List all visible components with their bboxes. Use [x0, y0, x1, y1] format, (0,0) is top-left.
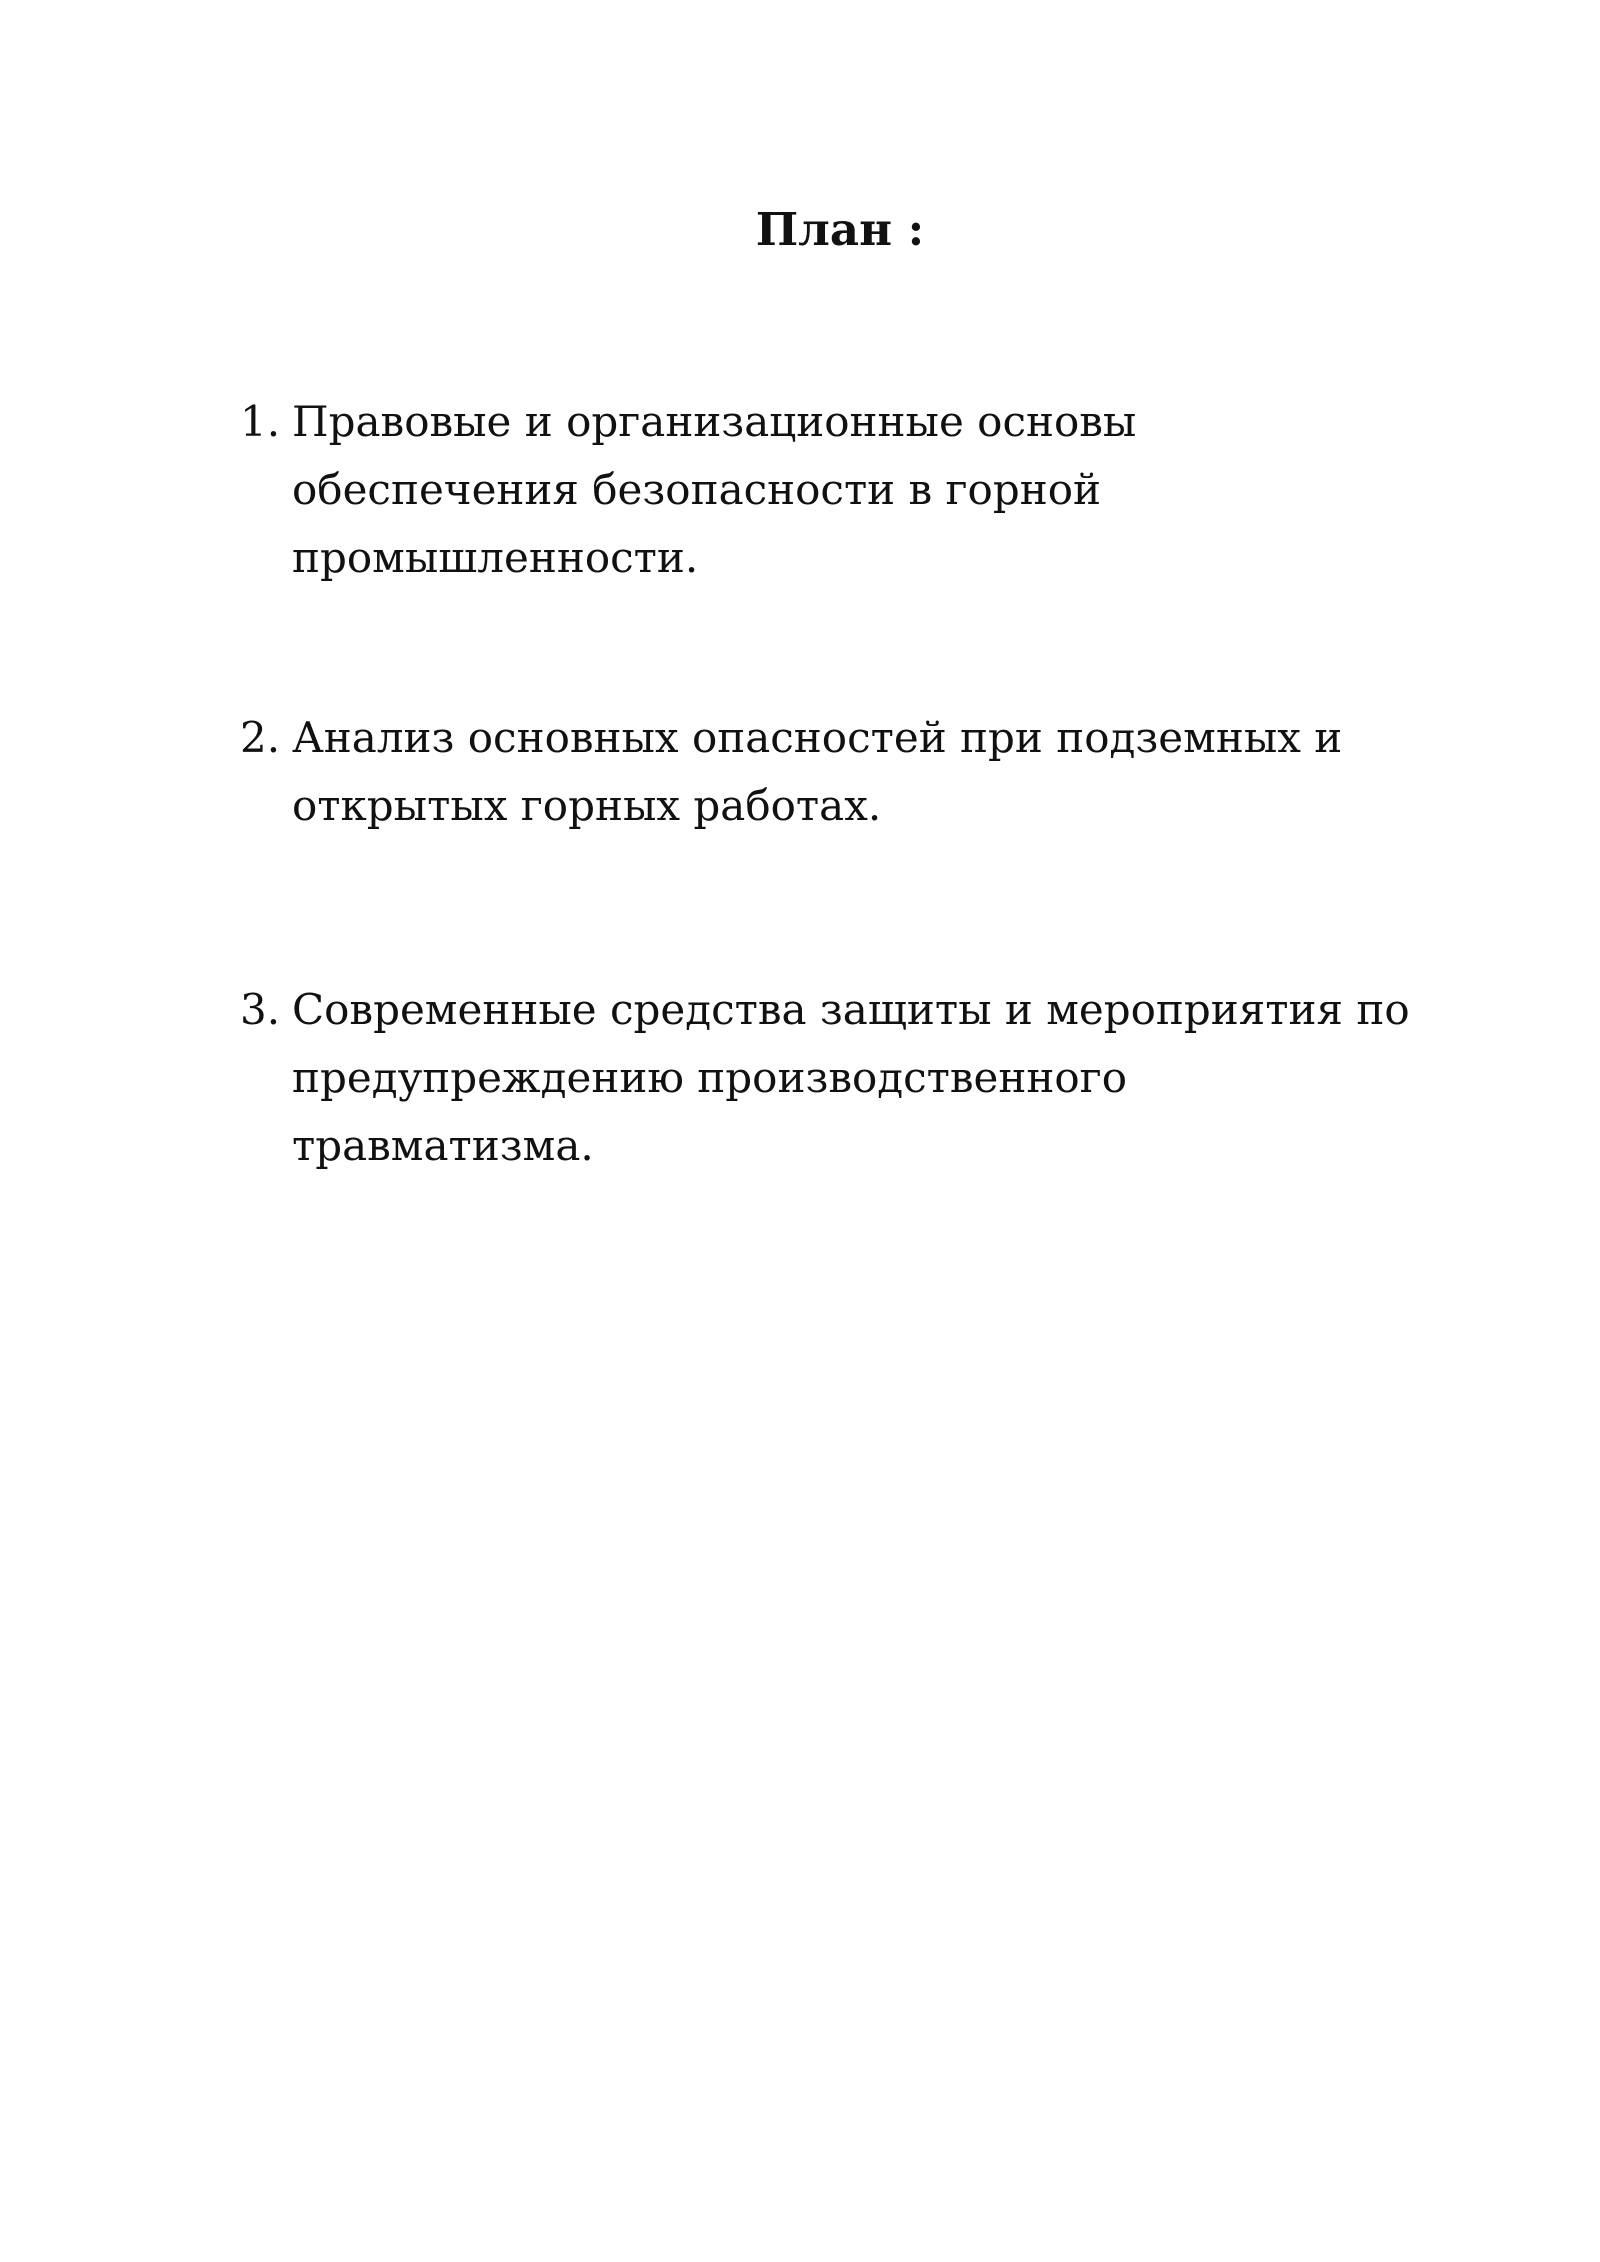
item-text [292, 976, 1442, 1180]
item-text-line: Анализ основных опасностей при подземных и [292, 713, 1343, 762]
item-text-line: Современные средства защиты и мероприятия по [292, 985, 1410, 1034]
page-title: План : [755, 203, 925, 256]
item-text-line: обеспечения безопасности в горной [292, 465, 1101, 514]
item-text [292, 704, 1442, 840]
plan-item-1 [240, 388, 1440, 592]
item-text-line: промышленности. [292, 533, 699, 582]
item-number: 3. [240, 985, 281, 1034]
plan-item-3 [240, 976, 1440, 1180]
item-text-line: предупреждению производственного [292, 1053, 1127, 1102]
item-number: 1. [240, 397, 281, 446]
item-text-line: травматизма. [292, 1121, 594, 1170]
item-text [292, 388, 1442, 592]
item-number: 2. [240, 713, 281, 762]
plan-item-2 [240, 704, 1440, 840]
item-text-line: открытых горных работах. [292, 781, 882, 830]
item-text-line: Правовые и организационные основы [292, 397, 1137, 446]
